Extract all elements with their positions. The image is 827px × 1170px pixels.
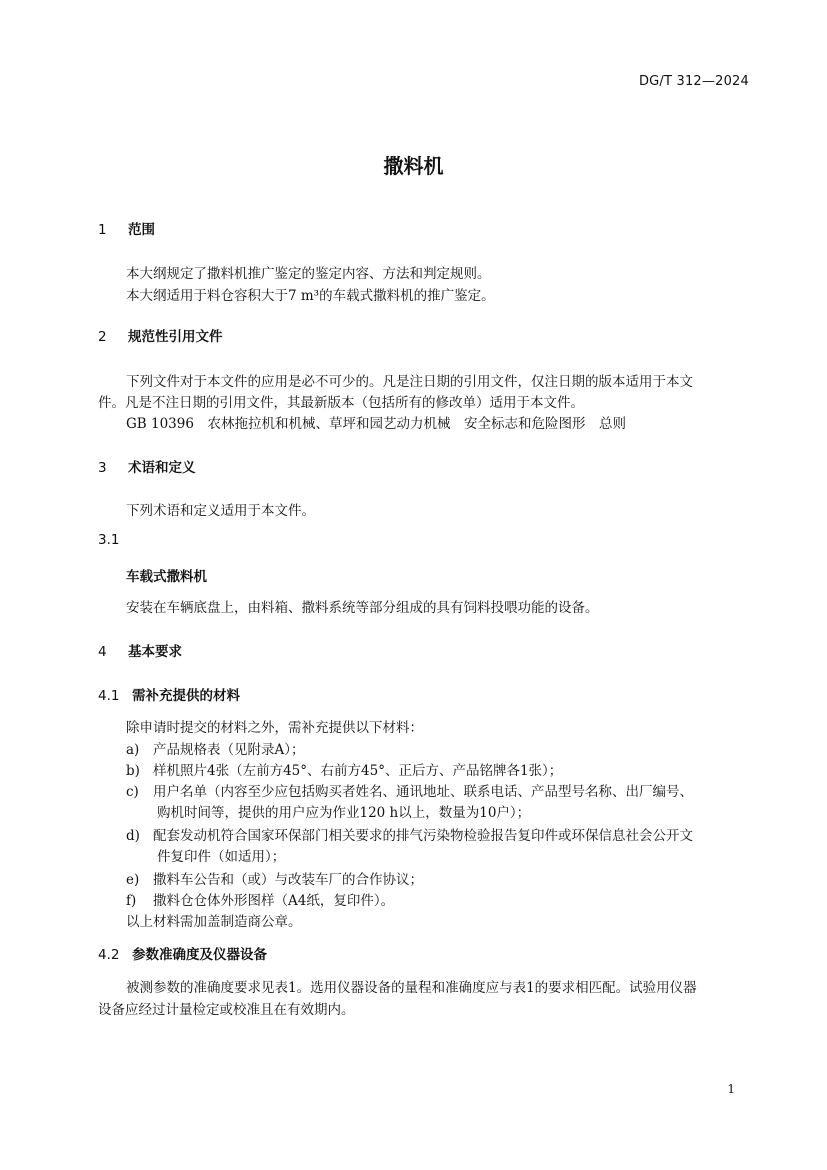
list-item-continuation: 件复印件（如适用）； (157, 849, 286, 865)
list-item-text: 撒料仓仓体外形图样（A4纸，复印件）。 (153, 893, 395, 909)
subsection-title: 需补充提供的材料 (132, 688, 240, 704)
subsection-4-1-heading (98, 684, 240, 704)
page-number: 1 (727, 1082, 735, 1096)
list-item-text: 产品规格表（见附录A）； (153, 742, 305, 758)
list-marker: b) (126, 763, 140, 779)
paragraph-line: 件。凡是不注日期的引用文件，其最新版本（包括所有的修改单）适用于本文件。 (98, 395, 584, 411)
list-marker: f) (126, 893, 137, 909)
paragraph: 以上材料需加盖制造商公章。 (126, 914, 302, 930)
list-item-text: 用户名单（内容至少应包括购买者姓名、通讯地址、联系电话、产品型号名称、出厂编号、 (153, 784, 693, 800)
term-number: 3.1 (98, 532, 120, 548)
paragraph: 本大纲适用于料仓容积大于7 m³的车载式撒料机的推广鉴定。 (126, 288, 495, 304)
normative-reference: GB 10396 农林拖拉机和机械、草坪和园艺动力机械 安全标志和危险图形 总则 (126, 416, 626, 432)
section-4-heading (98, 640, 182, 660)
list-item (126, 889, 394, 909)
list-item-text: 样机照片4张（左前方45°、右前方45°、正后方、产品铭牌各1张）； (153, 763, 563, 779)
paragraph: 除申请时提交的材料之外，需补充提供以下材料： (126, 720, 423, 736)
section-2-heading (98, 325, 223, 345)
list-item (126, 759, 562, 779)
page-title: 撒料机 (383, 154, 444, 178)
term-definition: 安装在车辆底盘上，由料箱、撒料系统等部分组成的具有饲料投喂功能的设备。 (126, 600, 599, 616)
subsection-number: 4.2 (98, 947, 120, 963)
list-item-text: 撒料车公告和（或）与改装车厂的合作协议； (153, 872, 423, 888)
paragraph: 下列术语和定义适用于本文件。 (126, 503, 315, 519)
subsection-4-2-heading (98, 943, 267, 963)
list-item (126, 738, 305, 758)
list-item (126, 780, 693, 800)
list-marker: d) (126, 828, 140, 844)
section-title: 规范性引用文件 (128, 329, 223, 345)
section-number: 4 (98, 644, 107, 660)
list-item (126, 824, 693, 844)
paragraph-line: 设备应经过计量检定或校准且在有效期内。 (98, 1002, 355, 1018)
list-marker: c) (126, 784, 139, 800)
subsection-title: 参数准确度及仪器设备 (132, 947, 267, 963)
list-item-text: 配套发动机符合国家环保部门相关要求的排气污染物检验报告复印件或环保信息社会公开文 (153, 828, 693, 844)
section-number: 1 (98, 222, 107, 238)
subsection-number: 4.1 (98, 688, 120, 704)
list-marker: e) (126, 872, 140, 888)
list-item-continuation: 购机时间等，提供的用户应为作业120 h以上，数量为10户）； (157, 805, 531, 821)
section-number: 3 (98, 460, 107, 476)
list-item (126, 868, 423, 888)
section-3-heading (98, 456, 196, 476)
paragraph-line: 下列文件对于本文件的应用是必不可少的。凡是注日期的引用文件，仅注日期的版本适用于本文 (126, 374, 693, 390)
section-title: 术语和定义 (128, 460, 196, 476)
standard-number: DG/T 312—2024 (638, 74, 749, 89)
section-number: 2 (98, 329, 107, 345)
paragraph: 本大纲规定了撒料机推广鉴定的鉴定内容、方法和判定规则。 (126, 266, 491, 282)
section-title: 基本要求 (128, 644, 182, 660)
section-1-heading (98, 218, 155, 238)
section-title: 范围 (128, 222, 155, 238)
paragraph-line: 被测参数的准确度要求见表1。选用仪器设备的量程和准确度应与表1的要求相匹配。试验用仪器 (126, 980, 697, 996)
list-marker: a) (126, 742, 140, 758)
term-name: 车载式撒料机 (126, 569, 207, 585)
